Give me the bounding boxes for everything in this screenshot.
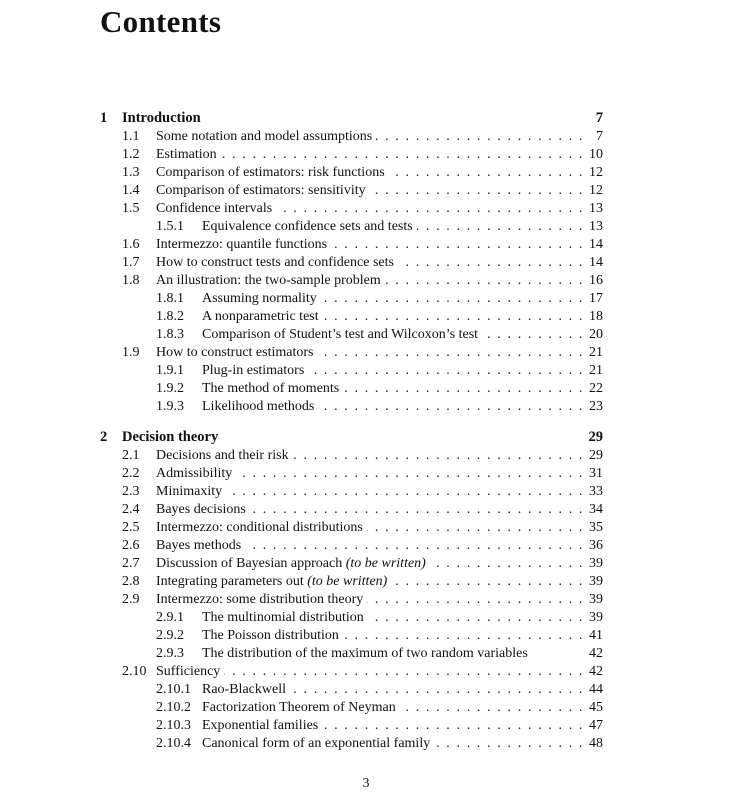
toc-entry-page: 44 (589, 682, 603, 697)
toc-subsection-entry[interactable] (100, 717, 603, 735)
toc-leader (391, 573, 584, 591)
toc-entry-page: 47 (589, 718, 603, 733)
toc-leader (293, 447, 584, 465)
toc-section-entry[interactable] (100, 663, 603, 681)
toc-entry-number: 1.8.2 (156, 309, 184, 324)
toc-entry-number: 2.10 (122, 664, 147, 679)
toc-entry-title-text: Confidence intervals (156, 201, 273, 216)
toc-leader (205, 110, 584, 128)
toc-entry-number: 1.9.3 (156, 399, 184, 414)
toc-section-entry[interactable] (100, 519, 603, 537)
toc-entry-page: 39 (589, 592, 603, 607)
toc-subsection-entry[interactable] (100, 645, 603, 663)
page-title: Contents (100, 4, 222, 39)
toc-entry-title-text: Equivalence confidence sets and tests (202, 219, 413, 234)
toc-entry-number: 2.1 (122, 448, 140, 463)
toc-entry-title-text: How to construct tests and confidence sets (156, 255, 394, 270)
toc-entry-note: (to be written) (307, 574, 388, 589)
toc-leader (323, 308, 584, 326)
toc-entry-page: 21 (589, 345, 603, 360)
toc-entry-title-text: Minimaxity (156, 484, 223, 499)
toc-subsection-entry[interactable] (100, 398, 603, 416)
toc-entry-number: 1.9 (122, 345, 140, 360)
toc-leader (221, 146, 584, 164)
toc-entry-page: 29 (589, 448, 603, 463)
toc-entry-note: (to be written) (345, 556, 426, 571)
toc-entry-title-text: Intermezzo: some distribution theory (156, 592, 364, 607)
toc-entry-page: 20 (589, 327, 603, 342)
toc-entry-number: 1.9.2 (156, 381, 184, 396)
toc-entry-title (202, 398, 314, 416)
toc-section-entry[interactable] (100, 537, 603, 555)
toc-section-entry[interactable] (100, 483, 603, 501)
toc-entry-number: 1.2 (122, 147, 140, 162)
toc-entry-title (202, 735, 430, 753)
toc-leader (482, 326, 584, 344)
toc-entry-number: 2.3 (122, 484, 140, 499)
toc-entry-title (202, 290, 317, 308)
toc-entry-title (156, 663, 220, 681)
toc-entry-page: 42 (589, 664, 603, 679)
toc-subsection-entry[interactable] (100, 627, 603, 645)
toc-entry-title-text: Comparison of Student’s test and Wilcoxon’s test (202, 327, 479, 342)
table-of-contents (100, 108, 603, 753)
toc-entry-title-text: Factorization Theorem of Neyman (202, 700, 396, 715)
toc-leader (331, 236, 584, 254)
toc-leader (398, 254, 584, 272)
toc-entry-title-text: The method of moments (202, 381, 340, 396)
toc-leader (400, 699, 584, 717)
toc-chapter-number: 2 (100, 429, 108, 445)
toc-entry-page: 34 (589, 502, 603, 517)
toc-entry-title (202, 717, 318, 735)
toc-entry-title (156, 447, 289, 465)
toc-section-entry[interactable] (100, 555, 603, 573)
toc-entry-page: 7 (596, 129, 603, 144)
toc-entry-number: 2.8 (122, 574, 140, 589)
toc-section-entry[interactable] (100, 447, 603, 465)
toc-section-entry[interactable] (100, 501, 603, 519)
toc-leader (367, 591, 584, 609)
toc-entry-page: 39 (589, 610, 603, 625)
toc-subsection-entry[interactable] (100, 681, 603, 699)
toc-entry-title (156, 555, 426, 573)
toc-entry-page: 23 (589, 399, 603, 414)
toc-entry-number: 1.4 (122, 183, 140, 198)
toc-leader (308, 362, 584, 380)
toc-entry-page: 33 (589, 484, 603, 499)
toc-chapter-block (100, 108, 603, 416)
toc-section-entry[interactable] (100, 465, 603, 483)
toc-section-entry[interactable] (100, 573, 603, 591)
toc-entry-page: 17 (589, 291, 603, 306)
toc-entry-page: 10 (589, 147, 603, 162)
toc-entry-number: 1.7 (122, 255, 140, 270)
toc-subsection-entry[interactable] (100, 699, 603, 717)
toc-entry-title-text: Intermezzo: quantile functions (156, 237, 328, 252)
toc-entry-page: 41 (589, 628, 603, 643)
toc-entry-title (202, 645, 528, 663)
toc-entry-title (156, 272, 381, 290)
toc-entry-page: 36 (589, 538, 603, 553)
toc-section-entry[interactable] (100, 272, 603, 290)
toc-entry-title (156, 465, 232, 483)
toc-entry-title (156, 501, 246, 519)
toc-entry-title-text: The multinomial distribution (202, 610, 364, 625)
toc-leader (343, 627, 584, 645)
toc-entry-title-text: How to construct estimators (156, 345, 314, 360)
toc-leader (376, 128, 584, 146)
toc-entry-title-text: Bayes methods (156, 538, 242, 553)
toc-entry-page: 18 (589, 309, 603, 324)
toc-entry-title (202, 218, 413, 236)
toc-leader (417, 218, 584, 236)
toc-leader (367, 519, 584, 537)
toc-section-entry[interactable] (100, 254, 603, 272)
toc-leader (368, 609, 584, 627)
toc-subsection-entry[interactable] (100, 380, 603, 398)
toc-section-entry[interactable] (100, 591, 603, 609)
toc-leader (226, 483, 584, 501)
toc-entry-number: 1.8 (122, 273, 140, 288)
toc-leader (245, 537, 584, 555)
toc-entry-number: 1.5 (122, 201, 140, 216)
toc-entry-title (156, 573, 387, 591)
toc-chapter-block (100, 427, 603, 753)
toc-entry-number: 2.9.1 (156, 610, 184, 625)
toc-leader (236, 465, 584, 483)
toc-entry-title-text: Exponential families (202, 718, 319, 733)
toc-entry-title-text: Canonical form of an exponential family (202, 736, 431, 751)
toc-entry-page: 12 (589, 183, 603, 198)
toc-entry-title (202, 362, 304, 380)
toc-subsection-entry[interactable] (100, 326, 603, 344)
toc-entry-number: 1.1 (122, 129, 140, 144)
toc-section-entry[interactable] (100, 200, 603, 218)
toc-leader (434, 735, 584, 753)
toc-entry-title (156, 182, 366, 200)
toc-entry-title (202, 609, 364, 627)
toc-entry-number: 2.10.2 (156, 700, 191, 715)
toc-chapter-entry[interactable] (100, 108, 603, 128)
toc-entry-number: 1.8.1 (156, 291, 184, 306)
toc-entry-title (156, 164, 385, 182)
toc-entry-number: 2.2 (122, 466, 140, 481)
toc-entry-title (156, 483, 222, 501)
toc-entry-page: 13 (589, 201, 603, 216)
toc-entry-number: 1.9.1 (156, 363, 184, 378)
toc-subsection-entry[interactable] (100, 308, 603, 326)
toc-entry-title-text: Intermezzo: conditional distributions (156, 520, 363, 535)
toc-entry-title (202, 699, 396, 717)
toc-entry-title-text: Rao-Blackwell (202, 682, 286, 697)
toc-entry-title-text: A nonparametric test (202, 309, 319, 324)
toc-entry-title (202, 627, 339, 645)
page-number: 3 (362, 776, 370, 791)
toc-chapter-entry[interactable] (100, 427, 603, 447)
toc-entry-title (156, 236, 327, 254)
toc-entry-page: 48 (589, 736, 603, 751)
toc-chapter-number: 1 (100, 110, 108, 126)
toc-entry-title (156, 344, 313, 362)
toc-chapter-page: 7 (595, 110, 603, 126)
toc-leader (318, 398, 584, 416)
toc-entry-title-text: Plug-in estimators (202, 363, 305, 378)
toc-entry-page: 35 (589, 520, 603, 535)
toc-entry-title (156, 254, 394, 272)
toc-entry-title (202, 308, 319, 326)
toc-section-entry[interactable] (100, 146, 603, 164)
toc-entry-number: 1.6 (122, 237, 140, 252)
toc-chapter-page: 29 (588, 429, 603, 445)
toc-subsection-entry[interactable] (100, 362, 603, 380)
toc-entry-number: 2.5 (122, 520, 140, 535)
toc-entry-title-text: Some notation and model assumptions (156, 129, 373, 144)
toc-entry-page: 42 (589, 646, 603, 661)
toc-subsection-entry[interactable] (100, 609, 603, 627)
toc-entry-number: 1.8.3 (156, 327, 184, 342)
toc-leader (321, 290, 584, 308)
toc-entry-title-text: The distribution of the maximum of two random variables (202, 646, 528, 661)
toc-section-entry[interactable] (100, 344, 603, 362)
toc-entry-title (156, 537, 241, 555)
toc-entry-page: 39 (589, 574, 603, 589)
toc-leader (370, 182, 584, 200)
toc-entry-number: 2.9 (122, 592, 140, 607)
toc-leader (317, 344, 584, 362)
toc-leader (343, 380, 584, 398)
toc-entry-title-text: Assuming normality (202, 291, 317, 306)
toc-entry-title (156, 200, 272, 218)
toc-entry-number: 2.6 (122, 538, 140, 553)
toc-entry-title-text: Discussion of Bayesian approach (156, 556, 343, 571)
toc-entry-title-text: Sufficiency (156, 664, 221, 679)
toc-leader (290, 681, 584, 699)
toc-section-entry[interactable] (100, 128, 603, 146)
toc-entry-title-text: Decisions and their risk (156, 448, 289, 463)
toc-entry-page: 14 (589, 237, 603, 252)
toc-leader (322, 717, 584, 735)
toc-leader (222, 429, 584, 447)
toc-entry-number: 1.5.1 (156, 219, 184, 234)
toc-entry-title-text: Comparison of estimators: risk functions (156, 165, 385, 180)
toc-entry-title (156, 519, 363, 537)
toc-entry-page: 21 (589, 363, 603, 378)
toc-entry-title-text: Comparison of estimators: sensitivity (156, 183, 366, 198)
toc-entry-title (156, 128, 372, 146)
toc-entry-page: 45 (589, 700, 603, 715)
toc-entry-number: 2.4 (122, 502, 140, 517)
toc-section-entry[interactable] (100, 236, 603, 254)
toc-entry-title (202, 380, 339, 398)
toc-entry-title-text: Bayes decisions (156, 502, 246, 517)
toc-entry-title-text: An illustration: the two-sample problem (156, 273, 381, 288)
toc-entry-number: 2.10.1 (156, 682, 191, 697)
toc-entry-title (156, 146, 217, 164)
toc-entry-page: 39 (589, 556, 603, 571)
toc-entry-number: 2.10.3 (156, 718, 191, 733)
toc-leader (385, 272, 584, 290)
toc-entry-title-text: Admissibility (156, 466, 233, 481)
toc-subsection-entry[interactable] (100, 290, 603, 308)
toc-entry-title (202, 326, 478, 344)
toc-entry-page: 13 (589, 219, 603, 234)
toc-section-entry[interactable] (100, 164, 603, 182)
toc-entry-title-text: Likelihood methods (202, 399, 315, 414)
toc-leader (389, 164, 584, 182)
toc-leader (276, 200, 584, 218)
toc-entry-title (156, 591, 363, 609)
toc-entry-number: 1.3 (122, 165, 140, 180)
toc-leader (250, 501, 584, 519)
toc-entry-title-text: Integrating parameters out (156, 574, 304, 589)
toc-chapter-title: Decision theory (122, 429, 219, 445)
toc-entry-page: 14 (589, 255, 603, 270)
toc-chapter-title: Introduction (122, 110, 201, 126)
toc-entry-number: 2.10.4 (156, 736, 191, 751)
toc-entry-title-text: Estimation (156, 147, 217, 162)
toc-subsection-entry[interactable] (100, 735, 603, 753)
toc-entry-number: 2.9.3 (156, 646, 184, 661)
toc-entry-page: 31 (589, 466, 603, 481)
toc-subsection-entry[interactable] (100, 218, 603, 236)
toc-leader (430, 555, 584, 573)
toc-entry-page: 16 (589, 273, 603, 288)
toc-entry-number: 2.9.2 (156, 628, 184, 643)
toc-entry-title (202, 681, 286, 699)
toc-entry-page: 12 (589, 165, 603, 180)
toc-entry-page: 22 (589, 381, 603, 396)
toc-leader (224, 663, 584, 681)
toc-section-entry[interactable] (100, 182, 603, 200)
toc-entry-number: 2.7 (122, 556, 140, 571)
toc-entry-title-text: The Poisson distribution (202, 628, 339, 643)
